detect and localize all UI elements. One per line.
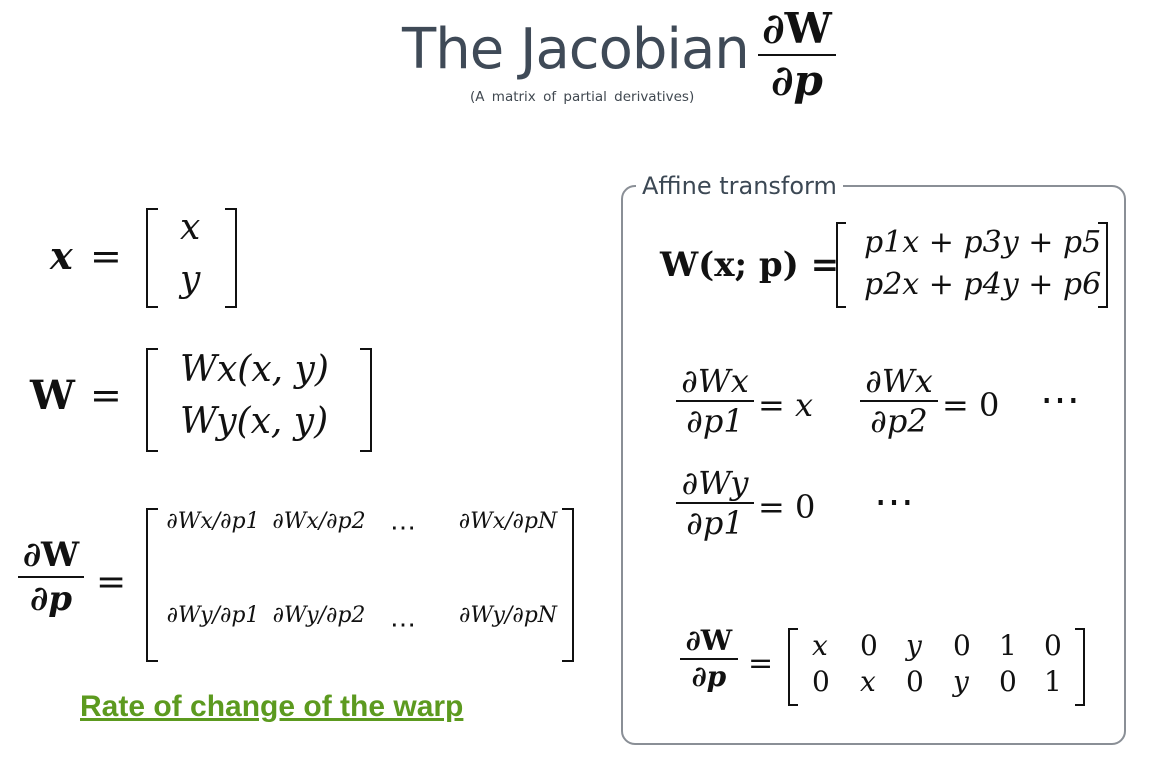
cell-text: ∂Wx/∂pN (458, 509, 558, 534)
w-equals: = (90, 373, 122, 417)
warp-row-1: p1x + p3y + p5 (864, 225, 1102, 260)
warp-row-2: p2x + p4y + p6 (864, 267, 1102, 302)
result-lhs-denominator: ∂p (691, 660, 727, 693)
result-cell: 0 (999, 665, 1017, 698)
jacobian-right-bracket (562, 508, 574, 662)
partial-wy-p1 (676, 464, 754, 542)
partial-num: ∂Wx (865, 362, 933, 400)
jacobian-equals: = (96, 562, 127, 603)
partial-num: ∂Wx (681, 362, 749, 400)
partial-den: ∂p2 (870, 402, 928, 440)
cell-text: ∂Wy/∂p2 (272, 603, 366, 628)
result-cell: 0 (860, 629, 878, 662)
result-right-bracket (1075, 628, 1085, 706)
jacobian-cell-r2c2 (272, 603, 366, 628)
title-fraction-denominator: ∂p (771, 56, 823, 105)
caption-link[interactable]: Rate of change of the warp (80, 690, 464, 723)
result-cell: 0 (953, 629, 971, 662)
jacobian-cell-r2cN (458, 603, 558, 628)
x-left-bracket (146, 208, 158, 308)
result-cell: x (812, 629, 828, 662)
result-cell: 0 (906, 665, 924, 698)
partial-wx-p1-rhs: = x (758, 386, 814, 424)
result-cell: y (906, 629, 922, 662)
title-fraction (758, 4, 836, 105)
result-cell: x (860, 665, 876, 698)
result-cell: 1 (1044, 665, 1062, 698)
jacobian-cell-r1cN (458, 509, 558, 534)
x-entry-x: x (180, 207, 201, 248)
partial-row1-ellipsis: ⋯ (1040, 377, 1080, 423)
cell-text: ∂Wx/∂p2 (272, 509, 366, 534)
x-equals: = (90, 234, 122, 278)
partial-wx-p2-rhs: = 0 (942, 386, 1000, 424)
result-equals: = (748, 646, 774, 681)
title-fraction-numerator: ∂W (762, 4, 832, 53)
warp-left-bracket (836, 222, 846, 308)
w-entry-y: Wy(x, y) (180, 401, 329, 442)
partial-den: ∂p1 (686, 504, 744, 542)
x-right-bracket (225, 208, 237, 308)
partial-row2-ellipsis: ⋯ (874, 479, 914, 525)
w-left-bracket (146, 348, 158, 452)
jacobian-ellipsis-r2: ⋯ (390, 610, 416, 640)
affine-transform-label: Affine transform (636, 172, 843, 200)
result-cell: 1 (999, 629, 1017, 662)
partial-wx-p2 (860, 362, 938, 440)
jacobian-ellipsis-r1: ⋯ (390, 513, 416, 543)
result-left-bracket (788, 628, 798, 706)
warp-right-bracket (1098, 222, 1108, 308)
cell-text: ∂Wx/∂p1 (166, 509, 260, 534)
result-lhs-numerator: ∂W (685, 624, 733, 657)
partial-wx-p1 (676, 362, 754, 440)
result-cell: 0 (1044, 629, 1062, 662)
partial-num: ∂Wy (681, 464, 749, 502)
subtitle: (A matrix of partial derivatives) (470, 89, 695, 105)
jacobian-cell-r2c1 (166, 603, 260, 628)
jacobian-left-bracket (146, 508, 158, 662)
result-cell: 0 (812, 665, 830, 698)
partial-wy-p1-rhs: = 0 (758, 488, 816, 526)
jacobian-lhs-denominator: ∂p (30, 579, 72, 619)
jacobian-cell-r1c2 (272, 509, 366, 534)
cell-text: ∂Wy/∂pN (458, 603, 558, 628)
w-symbol: W (30, 372, 75, 419)
warp-lhs: W(x; p) = (660, 245, 840, 285)
page-title: The Jacobian (402, 17, 749, 82)
x-entry-y: y (180, 259, 201, 300)
result-cell: y (953, 665, 969, 698)
partial-den: ∂p1 (686, 402, 744, 440)
jacobian-lhs-numerator: ∂W (22, 535, 80, 575)
jacobian-cell-r1c1 (166, 509, 260, 534)
cell-text: ∂Wy/∂p1 (166, 603, 260, 628)
x-vector-symbol: x (50, 233, 73, 278)
w-entry-x: Wx(x, y) (180, 349, 329, 390)
jacobian-lhs-fraction (18, 535, 84, 619)
w-right-bracket (360, 348, 372, 452)
result-lhs-fraction (680, 624, 738, 693)
